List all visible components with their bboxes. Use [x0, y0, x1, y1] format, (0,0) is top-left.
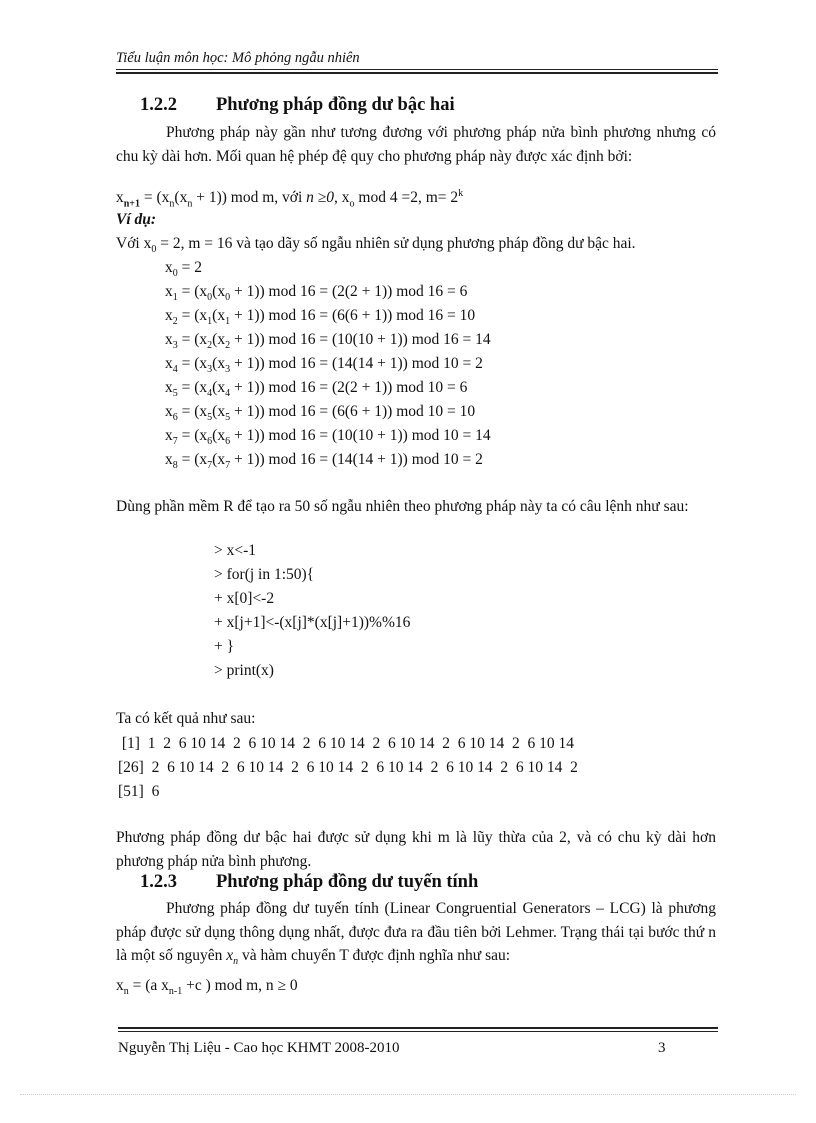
step-subscript: 5	[225, 412, 231, 424]
step-subscript: 2	[225, 340, 231, 352]
formula-text: mod 4 =2, m= 2	[354, 189, 459, 207]
step-text: x	[165, 427, 173, 444]
step-subscript: 3	[207, 364, 213, 376]
step-subscript: 0	[207, 292, 213, 304]
step-text: = (x	[177, 283, 208, 300]
step-text: x	[165, 283, 173, 300]
step-text: (x	[212, 451, 226, 468]
formula-text: x	[116, 189, 124, 207]
formula-condition: n ≥0,	[306, 189, 338, 207]
code-line: + x[0]<-2	[214, 590, 275, 607]
example-text: Với x	[116, 235, 152, 252]
section-heading-1-2-3	[140, 872, 478, 893]
formula-text: x	[116, 977, 124, 994]
lcg-text: Phương pháp đồng dư tuyến tính (Linear Congruential Generators – LCG) là phương pháp được sử dụng thông dụng nhất, được đưa ra đầu tiên bởi Lehmer. Trạng thái tại bước thứ n là một số nguyên	[116, 900, 716, 964]
lcg-var-sub: n	[233, 956, 239, 968]
step-text: x	[165, 451, 173, 468]
example-step	[165, 403, 475, 423]
step-subscript: 6	[172, 412, 178, 424]
page-number: 3	[658, 1040, 666, 1056]
example-step	[165, 331, 491, 351]
formula-sub: n	[123, 986, 129, 998]
section-number: 1.2.2	[140, 95, 177, 115]
step-text: = (x	[177, 427, 208, 444]
step-text: + 1)) mod 16 = (14(14 + 1)) mod 10 = 2	[230, 355, 483, 372]
step-text: (x	[212, 331, 226, 348]
step-text: = (x	[177, 355, 208, 372]
formula-text: +c ) mod m, n ≥ 0	[182, 977, 298, 994]
step-text: x	[165, 259, 173, 276]
step-text: = (x	[177, 307, 208, 324]
step-text: (x	[212, 379, 226, 396]
step-text: (x	[212, 355, 226, 372]
formula-text: (x	[174, 189, 188, 207]
step-text: x	[165, 331, 173, 348]
example-step	[165, 283, 467, 303]
example-step	[165, 307, 475, 327]
footer-author: Nguyễn Thị Liệu - Cao học KHMT 2008-2010	[118, 1040, 400, 1056]
result-intro: Ta có kết quả như sau:	[116, 710, 256, 727]
recurrence-formula	[116, 188, 463, 209]
step-text: = (x	[177, 379, 208, 396]
lcg-formula	[116, 977, 298, 997]
step-subscript: 0	[225, 292, 231, 304]
formula-text: = (a x	[128, 977, 169, 994]
step-subscript: 4	[225, 388, 231, 400]
step-subscript: 1	[225, 316, 231, 328]
step-text: + 1)) mod 16 = (2(2 + 1)) mod 16 = 6	[230, 283, 468, 300]
code-line: + }	[214, 638, 235, 655]
output-line: [51] 6	[118, 783, 160, 800]
example-step	[165, 259, 202, 279]
step-subscript: 3	[172, 340, 178, 352]
formula-sup: k	[458, 188, 464, 199]
formula-text: = (x	[140, 189, 170, 207]
page-edge-divider	[20, 1094, 796, 1095]
step-subscript: 6	[207, 436, 213, 448]
step-subscript: 5	[172, 388, 178, 400]
footer-rule-top	[118, 1027, 718, 1029]
step-subscript: 8	[172, 460, 178, 472]
header-rule-bottom	[116, 72, 718, 74]
step-text: + 1)) mod 16 = (6(6 + 1)) mod 10 = 10	[230, 403, 476, 420]
example-label: Ví dụ:	[116, 211, 157, 228]
example-step	[165, 379, 467, 399]
step-text: x	[165, 403, 173, 420]
formula-sub: n-1	[168, 986, 183, 998]
step-text: = 2	[177, 259, 202, 276]
step-subscript: 5	[207, 412, 213, 424]
step-text: (x	[212, 403, 226, 420]
example-step	[165, 427, 491, 447]
step-subscript: 7	[172, 436, 178, 448]
step-text: x	[165, 307, 173, 324]
example-step	[165, 355, 483, 375]
code-line: > x<-1	[214, 542, 257, 559]
example-text: = 2, m = 16 và tạo dãy số ngẫu nhiên sử dụng phương pháp đồng dư bậc hai.	[156, 235, 636, 252]
section-heading-1-2-2	[140, 95, 455, 116]
step-subscript: 2	[207, 340, 213, 352]
code-line: + x[j+1]<-(x[j]*(x[j]+1))%%16	[214, 614, 411, 631]
step-subscript: 6	[225, 436, 231, 448]
formula-sub: n	[187, 198, 193, 210]
lcg-text: và hàm chuyển T được định nghĩa như sau:	[238, 947, 511, 964]
code-line: > print(x)	[214, 662, 274, 679]
formula-text: + 1)) mod m, với	[192, 189, 307, 207]
output-line: [1] 1 2 6 10 14 2 6 10 14 2 6 10 14 2 6 10 14 2 6 10 14 2 6 10 14	[118, 735, 574, 752]
step-text: = (x	[177, 331, 208, 348]
example-step	[165, 451, 483, 471]
r-intro-paragraph: Dùng phần mềm R để tạo ra 50 số ngẫu nhiên theo phương pháp này ta có câu lệnh như sau:	[116, 498, 689, 515]
example-intro	[116, 235, 636, 255]
step-subscript: 7	[225, 460, 231, 472]
output-line: [26] 2 6 10 14 2 6 10 14 2 6 10 14 2 6 10 14 2 6 10 14 2 6 10 14 2	[118, 759, 578, 776]
step-text: = (x	[177, 403, 208, 420]
step-text: + 1)) mod 16 = (14(14 + 1)) mod 10 = 2	[230, 451, 483, 468]
step-text: x	[165, 379, 173, 396]
header-rule-top	[116, 69, 718, 70]
step-subscript: 3	[225, 364, 231, 376]
example-sub: 0	[151, 244, 157, 256]
step-subscript: 2	[172, 316, 178, 328]
lcg-var: x	[226, 947, 234, 964]
formula-sub: o	[349, 198, 355, 210]
footer-rule-bottom	[118, 1031, 718, 1032]
formula-text: x	[337, 189, 350, 207]
step-subscript: 1	[207, 316, 213, 328]
conclusion-paragraph: Phương pháp đồng dư bậc hai được sử dụng khi m là lũy thừa của 2, và có chu kỳ dài hơn phương pháp nửa bình phương.	[116, 829, 716, 870]
step-subscript: 4	[172, 364, 178, 376]
step-text: (x	[212, 307, 226, 324]
step-text: + 1)) mod 16 = (6(6 + 1)) mod 16 = 10	[230, 307, 476, 324]
step-text: = (x	[177, 451, 208, 468]
step-subscript: 4	[207, 388, 213, 400]
page-header: Tiểu luận môn học: Mô phỏng ngẫu nhiên	[116, 50, 360, 66]
lcg-paragraph	[116, 897, 716, 974]
step-text: + 1)) mod 16 = (2(2 + 1)) mod 10 = 6	[230, 379, 468, 396]
step-subscript: 0	[172, 268, 178, 280]
step-text: x	[165, 355, 173, 372]
code-line: > for(j in 1:50){	[214, 566, 315, 583]
step-text: + 1)) mod 16 = (10(10 + 1)) mod 10 = 14	[230, 427, 491, 444]
step-text: (x	[212, 427, 226, 444]
section-title: Phương pháp đồng dư bậc hai	[216, 95, 455, 115]
section-paragraph: Phương pháp này gần như tương đương với phương pháp nửa bình phương nhưng có chu kỳ dài hơn. Mối quan hệ phép đệ quy cho phương pháp này được xác định bởi:	[116, 124, 716, 165]
formula-sub: n	[169, 198, 175, 210]
step-subscript: 1	[172, 292, 178, 304]
step-text: (x	[212, 283, 226, 300]
section-title: Phương pháp đồng dư tuyến tính	[216, 872, 479, 892]
step-text: + 1)) mod 16 = (10(10 + 1)) mod 16 = 14	[230, 331, 491, 348]
step-subscript: 7	[207, 460, 213, 472]
formula-sub: n+1	[123, 198, 141, 210]
section-number: 1.2.3	[140, 872, 177, 892]
